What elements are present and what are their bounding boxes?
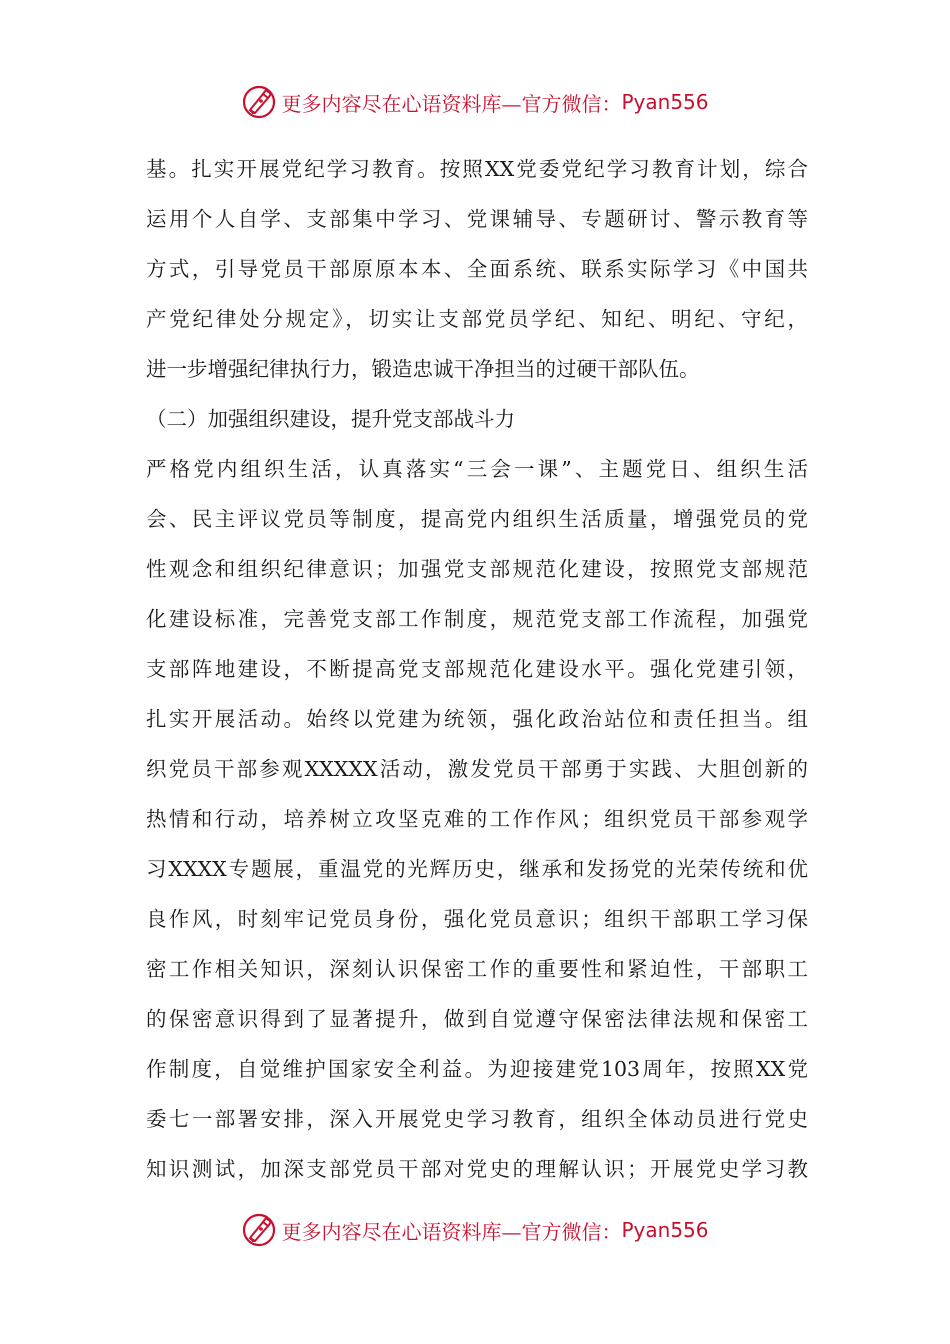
text-line: 委七一部署安排，深入开展党史学习教育，组织全体动员进行党史 <box>146 1107 808 1131</box>
section-heading: （二）加强组织建设，提升党支部战斗力 <box>146 407 515 431</box>
text-line: 密工作相关知识，深刻认识保密工作的重要性和紧迫性，干部职工 <box>146 957 808 981</box>
banner-brand-text: 更多内容尽在心语资料库—官方微信： <box>281 1219 622 1244</box>
text-line: 产党纪律处分规定》，切实让支部党员学纪、知纪、明纪、守纪， <box>146 307 808 331</box>
pen-nib-circle-icon <box>241 1212 277 1248</box>
text-line: 织党员干部参观XXXXX活动，激发党员干部勇于实践、大胆创新的 <box>146 757 808 781</box>
text-line: 习XXXX专题展，重温党的光辉历史，继承和发扬党的光荣传统和优 <box>146 857 808 881</box>
pen-nib-circle-icon <box>241 84 277 120</box>
text-line: 扎实开展活动。始终以党建为统领，强化政治站位和责任担当。组 <box>146 707 808 731</box>
text-line: 性观念和组织纪律意识；加强党支部规范化建设，按照党支部规范 <box>146 557 808 581</box>
footer-banner <box>0 1208 950 1252</box>
text-line: 支部阵地建设，不断提高党支部规范化建设水平。强化党建引领， <box>146 657 808 681</box>
text-line: 化建设标准，完善党支部工作制度，规范党支部工作流程，加强党 <box>146 607 808 631</box>
banner-brand-text: 更多内容尽在心语资料库—官方微信： <box>281 91 622 116</box>
banner-wechat-id: Pyan556 <box>621 90 709 114</box>
banner-wechat-id: Pyan556 <box>621 1218 709 1242</box>
document-body <box>146 144 808 1194</box>
text-line: 知识测试，加深支部党员干部对党史的理解认识；开展党史学习教 <box>146 1157 808 1181</box>
text-line: 的保密意识得到了显著提升，做到自觉遵守保密法律法规和保密工 <box>146 1007 808 1031</box>
text-line: 运用个人自学、支部集中学习、党课辅导、专题研讨、警示教育等 <box>146 207 808 231</box>
text-line: 热情和行动，培养树立攻坚克难的工作作风；组织党员干部参观学 <box>146 807 808 831</box>
text-line: 方式，引导党员干部原原本本、全面系统、联系实际学习《中国共 <box>146 257 808 281</box>
text-line: 严格党内组织生活，认真落实“三会一课”、主题党日、组织生活 <box>146 457 808 481</box>
text-line: 进一步增强纪律执行力，锻造忠诚干净担当的过硬干部队伍。 <box>146 357 700 381</box>
text-line: 基。扎实开展党纪学习教育。按照XX党委党纪学习教育计划，综合 <box>146 157 808 181</box>
text-line: 作制度，自觉维护国家安全利益。为迎接建党103周年，按照XX党 <box>146 1057 808 1081</box>
text-line: 会、民主评议党员等制度，提高党内组织生活质量，增强党员的党 <box>146 507 808 531</box>
text-line: 良作风，时刻牢记党员身份，强化党员意识；组织干部职工学习保 <box>146 907 808 931</box>
header-banner <box>0 80 950 124</box>
